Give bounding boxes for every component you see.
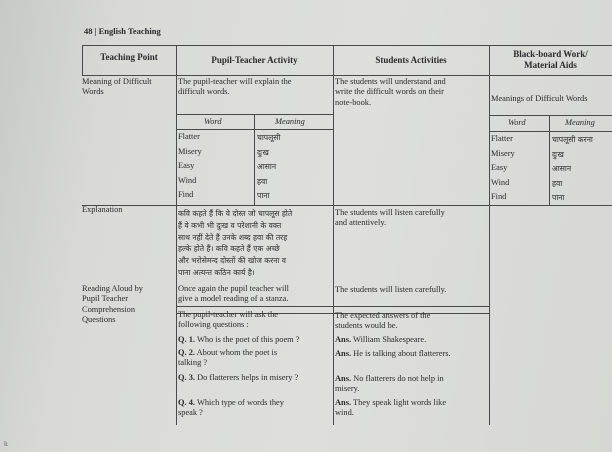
page-number: 48 xyxy=(84,26,93,36)
point-explanation: Explanation xyxy=(82,205,123,214)
word-item: Easy xyxy=(178,161,195,171)
answer-3 xyxy=(335,374,444,395)
answer-text: wind. xyxy=(335,408,354,418)
student-model-reading: The students will listen carefully. xyxy=(335,285,447,294)
col-header-blackboard-line1: Black-board Work/ xyxy=(513,49,588,59)
point-reading xyxy=(82,284,143,326)
board-word-header: Word xyxy=(508,118,526,127)
word-header: Word xyxy=(204,117,222,126)
board-title: Meanings of Difficult Words xyxy=(491,94,588,103)
question-label: Q. 3. xyxy=(178,373,195,382)
meaning-item: हवा xyxy=(257,176,268,186)
teacher-model-reading xyxy=(178,284,289,305)
answer-text: No flatterers do not help in xyxy=(353,374,444,383)
point-reading-line: Pupil Teacher xyxy=(82,294,129,304)
col-header-pupil-teacher: Pupil-Teacher Activity xyxy=(211,55,298,65)
teacher-meaning-line: The pupil-teacher will explain the xyxy=(178,77,292,86)
question-label: Q. 4. xyxy=(178,398,195,407)
answer-label: Ans. xyxy=(335,398,352,407)
student-answer-intro-line: The expected answers of the xyxy=(335,311,431,320)
board-meaning-item: आसान xyxy=(552,164,572,174)
meaning-item: आसान xyxy=(257,162,277,172)
student-answer-intro xyxy=(335,311,430,332)
answer-label: Ans. xyxy=(335,374,352,383)
book-title: English Teaching xyxy=(98,26,161,36)
point-meaning xyxy=(82,77,152,98)
question-text: About whom the poet is xyxy=(196,348,278,357)
board-meaning-item: दुःख xyxy=(552,149,564,159)
answer-1 xyxy=(335,335,426,345)
point-meaning-line: Words xyxy=(82,87,104,97)
explanation-line: हल्के होते हैं। कवि कहते हैं एक अच्छे xyxy=(178,244,280,254)
question-3 xyxy=(178,373,298,383)
page-header: 48 | English Teaching xyxy=(84,26,161,36)
board-meaning-list xyxy=(552,133,593,206)
student-explanation xyxy=(335,208,445,229)
col-header-teaching-point: Teaching Point xyxy=(100,52,158,62)
explanation-line: हैं वे कभी भी दुःख व परेशानी के वक्त xyxy=(178,220,282,230)
answer-text: William Shakespeare. xyxy=(353,335,427,344)
student-explanation-line: and attentively. xyxy=(335,218,387,228)
student-meaning-line: The students will understand and xyxy=(335,77,446,86)
point-reading-line: Questions xyxy=(82,315,116,325)
teacher-question-intro-line: The pupil-teacher will ask the xyxy=(178,310,278,319)
col-header-blackboard-line2: Material Aids xyxy=(524,60,577,70)
meaning-header: Meaning xyxy=(275,117,305,126)
board-meaning-item: पाना xyxy=(552,193,565,203)
question-1 xyxy=(178,335,300,345)
meaning-item: पाना xyxy=(257,191,270,201)
point-reading-line: Reading Aloud by xyxy=(82,284,143,293)
teacher-question-intro-line: following questions : xyxy=(178,320,249,330)
teacher-meaning-line: difficult words. xyxy=(178,87,230,97)
point-reading-line: Comprehension xyxy=(82,304,136,314)
board-meaning-item: हवा xyxy=(552,178,563,188)
meaning-item: दुःख xyxy=(257,147,269,157)
board-meaning-item: चापलूसी करना xyxy=(552,135,593,144)
col-header-blackboard xyxy=(489,49,612,71)
explanation-line: पाना अत्यन्त कठिन कार्य है। xyxy=(178,267,255,277)
word-item: Flatter xyxy=(178,132,200,141)
question-4 xyxy=(178,398,284,419)
col-header-students: Students Activities xyxy=(375,55,447,65)
answer-text: misery. xyxy=(335,384,360,394)
teacher-meaning xyxy=(178,77,291,98)
answer-4 xyxy=(335,398,446,419)
question-label: Q. 2. xyxy=(178,348,195,357)
question-text: speak ? xyxy=(178,408,203,418)
student-meaning-line: note-book. xyxy=(335,97,372,107)
word-item: Wind xyxy=(178,175,197,185)
answer-text: He is talking about flatterers. xyxy=(353,349,451,358)
board-word-item: Misery xyxy=(491,148,515,158)
question-2 xyxy=(178,348,277,369)
board-word-item: Flatter xyxy=(491,134,513,143)
question-text: Which type of words they xyxy=(196,398,284,407)
answer-label: Ans. xyxy=(335,349,352,358)
answer-2 xyxy=(335,349,451,359)
student-meaning xyxy=(335,77,446,108)
student-answer-intro-line: students would be. xyxy=(335,321,398,331)
question-text: talking ? xyxy=(178,358,208,368)
board-word-item: Easy xyxy=(491,163,508,173)
answer-text: They speak light words like xyxy=(353,398,447,407)
word-item: Misery xyxy=(178,146,202,156)
teacher-model-line: Once again the pupil teacher will xyxy=(178,284,289,293)
teacher-explanation xyxy=(178,208,292,279)
board-meaning-header: Meaning xyxy=(565,118,595,127)
teacher-question-intro xyxy=(178,310,278,331)
teacher-model-line: give a model reading of a stanza. xyxy=(178,294,289,304)
word-item: Find xyxy=(178,190,194,200)
point-meaning-line: Meaning of Difficult xyxy=(82,77,152,86)
question-text: Do flatterers helps in misery ? xyxy=(197,373,299,382)
explanation-line: साथ नहीं देते हैं उनके शब्द हवा की तरह xyxy=(178,232,288,242)
meaning-item: चापलूसी xyxy=(257,133,281,142)
answer-label: Ans. xyxy=(335,335,352,344)
question-label: Q. 1. xyxy=(178,335,195,344)
question-text: Who is the poet of this poem ? xyxy=(196,335,300,344)
explanation-line: और भरोसेमन्द दोस्तों की खोज करना व xyxy=(178,256,287,266)
word-list xyxy=(178,130,202,203)
edge-mark: ϊι xyxy=(4,440,8,448)
explanation-line: कवि कहते हैं कि वे दोस्त जो चापलूस होते xyxy=(178,209,293,218)
student-meaning-line: write the difficult words on their xyxy=(335,87,444,97)
board-word-item: Wind xyxy=(491,177,510,187)
student-explanation-line: The students will listen carefully xyxy=(335,208,445,217)
meaning-list xyxy=(257,131,280,204)
board-word-item: Find xyxy=(491,192,507,202)
board-word-list xyxy=(491,132,515,205)
